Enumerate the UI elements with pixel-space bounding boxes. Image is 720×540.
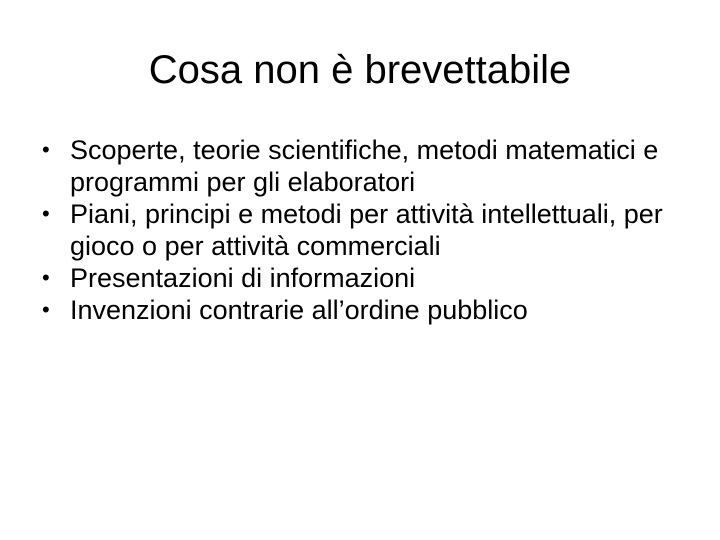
bullet-text: Presentazioni di informazioni <box>70 263 416 293</box>
bullet-dot-icon: • <box>42 265 50 290</box>
bullet-list <box>38 134 698 326</box>
slide-title: Cosa non è brevettabile <box>148 48 572 92</box>
bullet-text: Scoperte, teorie scientifiche, metodi matematici e programmi per gli elaboratori <box>70 135 659 197</box>
bullet-item <box>38 294 698 326</box>
bullet-item <box>38 134 698 198</box>
bullet-dot-icon: • <box>42 137 50 162</box>
bullet-item <box>38 198 698 262</box>
bullet-dot-icon: • <box>42 297 50 322</box>
bullet-item <box>38 262 698 294</box>
bullet-dot-icon: • <box>42 201 50 226</box>
bullet-text: Piani, principi e metodi per attività intellettuali, per gioco o per attività commerciali <box>70 199 663 261</box>
bullet-text: Invenzioni contrarie all’ordine pubblico <box>70 295 528 325</box>
